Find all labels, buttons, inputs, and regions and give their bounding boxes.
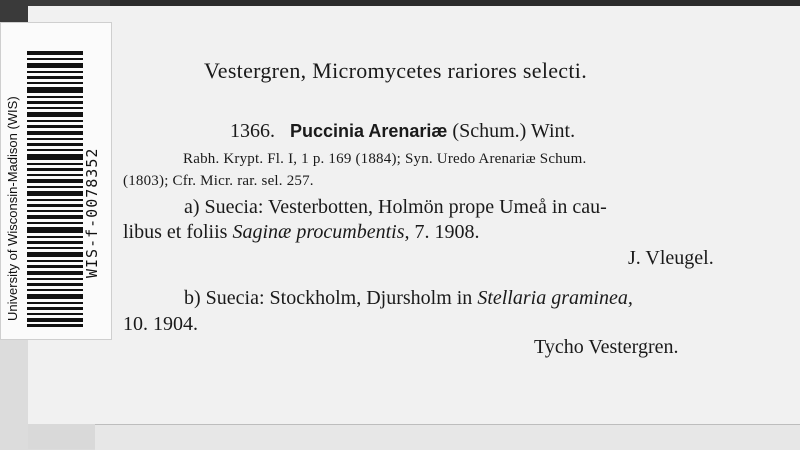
collector-a: J. Vleugel.: [628, 247, 714, 269]
locality-b-host: Stellaria graminea,: [477, 287, 633, 309]
reference-line-2: (1803); Cfr. Micr. rar. sel. 257.: [123, 173, 314, 189]
locality-a-line-1: a) Suecia: Vesterbotten, Holmön prope Umeå in cau-: [184, 196, 607, 218]
locality-a-line-2: [123, 221, 479, 244]
barcode-label: [0, 22, 112, 340]
species-name: Puccinia Arenariæ: [290, 121, 448, 141]
catalog-number: WIS-f-0078352: [83, 147, 101, 278]
locality-b-date: 10. 1904.: [123, 313, 198, 335]
entry-number: 1366.: [230, 120, 275, 142]
card-lower-edge: [95, 424, 800, 450]
collector-b: Tycho Vestergren.: [534, 336, 679, 358]
reference-line-1: Rabh. Krypt. Fl. I, 1 p. 169 (1884); Syn. Uredo Arenariæ Schum.: [183, 151, 587, 167]
locality-a-prefix: libus et foliis: [123, 221, 228, 243]
species-authority: (Schum.) Wint.: [452, 120, 576, 142]
locality-a-host: Saginæ procumbentis,: [232, 221, 410, 243]
card-shadow: [28, 424, 98, 449]
locality-b-line-1: [184, 287, 633, 310]
taxon-entry: [230, 120, 575, 143]
barcode: [27, 51, 83, 327]
institution-text: University of Wisconsin-Madison (WIS): [5, 96, 20, 321]
series-title: Vestergren, Micromycetes rariores selecti.: [204, 58, 587, 83]
locality-a-date: 7. 1908.: [414, 221, 480, 243]
locality-b-prefix: b) Suecia: Stockholm, Djursholm in: [184, 287, 473, 309]
